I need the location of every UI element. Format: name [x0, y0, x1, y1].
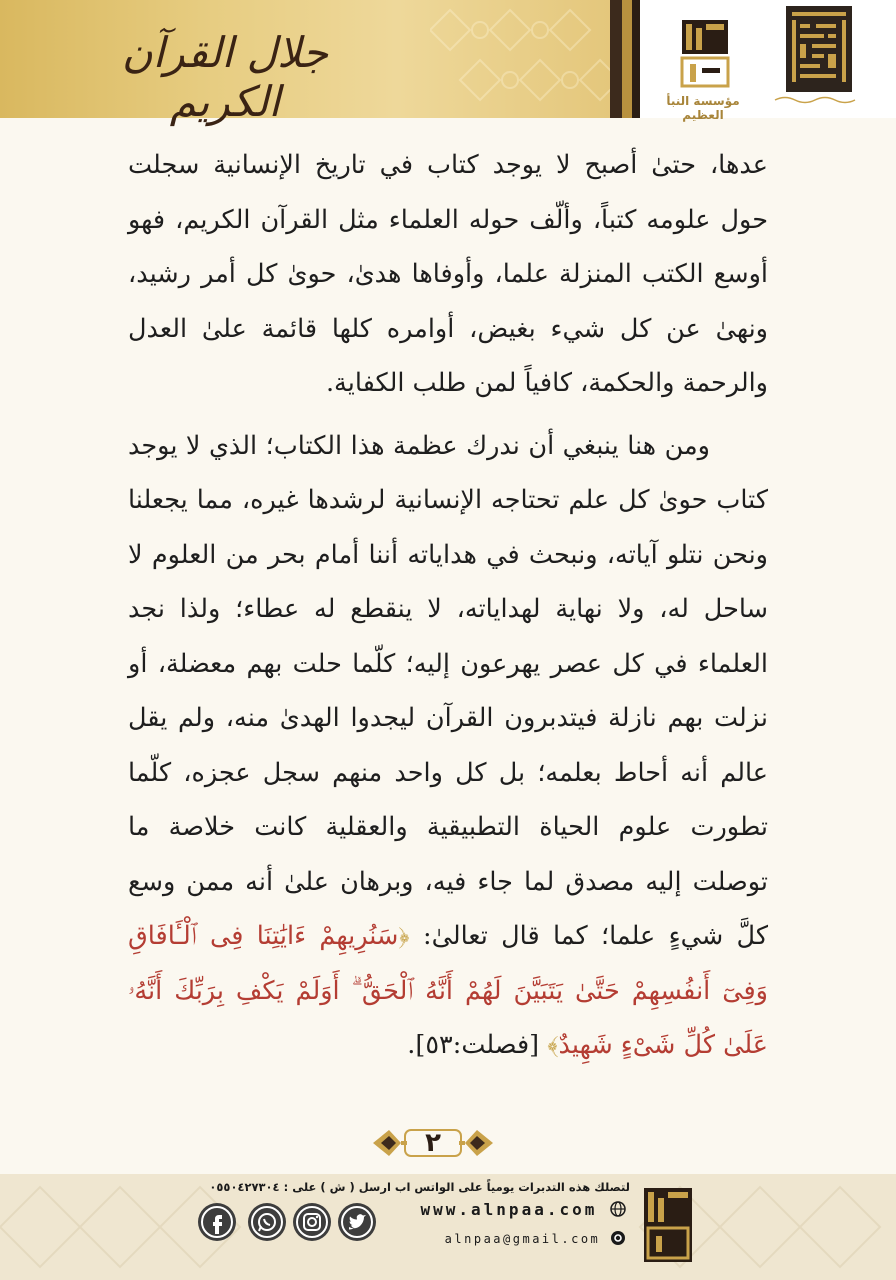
twitter-icon[interactable]	[338, 1203, 376, 1241]
quran-verse: سَنُرِيهِمْ ءَايَٰتِنَا فِى ٱلْـَٔافَاقِ وَفِىٓ أَنفُسِهِمْ حَتَّىٰ يَتَبَيَّنَ لَهُمْ أَنَّهُ ٱلْحَقُّ ۗ أَوَلَمْ يَكْفِ بِرَبِّكَ أَنَّهُۥ عَلَىٰ كُلِّ شَىْءٍ شَهِيدٌ	[128, 921, 768, 1060]
paragraph-2-text: ومن هنا ينبغي أن ندرك عظمة هذا الكتاب؛ الذي لا يوجد كتاب حوىٰ كل علم تحتاجه الإنسانية لرشدها غيره، مما يجعلنا ونحن نتلو آياته، ونبحث في هداياته أننا أمام بحر من العلوم لا ساحل له، ولا نهاية لهداياته، لا ينقطع له عطاء؛ ولذا نجد العلماء في كل عصر يهرعون إليه؛ كلّما حلت بهم معضلة، أو نزلت بهم نازلة فيتدبرون القرآن ليجدوا الهدىٰ منه، ولم يقل عالم أنه أحاط بعلمه؛ بل كل واحد منهم سجل عجزه، كلّما تطورت علوم الحياة التطبيقية والعقلية كانت خلاصة ما توصلت إليه مصدق لما جاء فيه، وبرهان علىٰ أنه ممن وسع كلَّ شيءٍ علما؛ كما قال تعالىٰ:	[128, 430, 769, 951]
footer-logo	[644, 1188, 692, 1262]
email-link[interactable]	[396, 1230, 626, 1246]
globe-icon	[610, 1201, 626, 1217]
ornate-bracket-close: ﴾	[547, 1030, 559, 1060]
ornate-bracket-open: ﴿	[398, 921, 410, 951]
page-title: جلال القرآن الكريم	[121, 28, 329, 126]
email-text: alnpaa@gmail.com	[444, 1232, 601, 1246]
paragraph-2	[128, 419, 768, 1073]
whatsapp-icon[interactable]	[248, 1203, 286, 1241]
publisher-caption: مؤسسة النبأ العظيم	[666, 94, 740, 122]
verse-citation: [فصلت:٥٣].	[407, 1030, 548, 1060]
facebook-icon[interactable]	[198, 1203, 236, 1241]
page-header	[0, 0, 896, 126]
page-number: ٢	[425, 1128, 441, 1158]
calligraphy-logo-caption	[770, 95, 870, 105]
calligraphy-logo	[786, 6, 852, 92]
website-link[interactable]	[396, 1200, 626, 1219]
paragraph-1: عدها، حتىٰ أصبح لا يوجد كتاب في تاريخ الإنسانية سجلت حول علومه كتباً، وألّف حوله العلماء مثل القرآن الكريم، فهو أوسع الكتب المنزلة علما، وأوفاها هدىٰ، حوىٰ كل أمر رشيد، ونهىٰ عن كل شيء بغيض، أوامره كلها قائمة علىٰ العدل والرحمة والحكمة، كافياً لمن طلب الكفاية.	[128, 150, 768, 398]
whatsapp-subscribe-message: لتصلك هذه التدبرات يومياً على الواتس اب ارسل ( ش ) على : ٠٥٥٠٤٢٧٣٠٤	[209, 1180, 630, 1194]
publisher-logo	[680, 18, 730, 88]
instagram-icon[interactable]	[293, 1203, 331, 1241]
at-sign-icon	[610, 1230, 626, 1246]
website-text: www.alnpaa.com	[420, 1200, 598, 1219]
header-pattern	[430, 0, 610, 118]
article-body	[128, 138, 768, 1073]
